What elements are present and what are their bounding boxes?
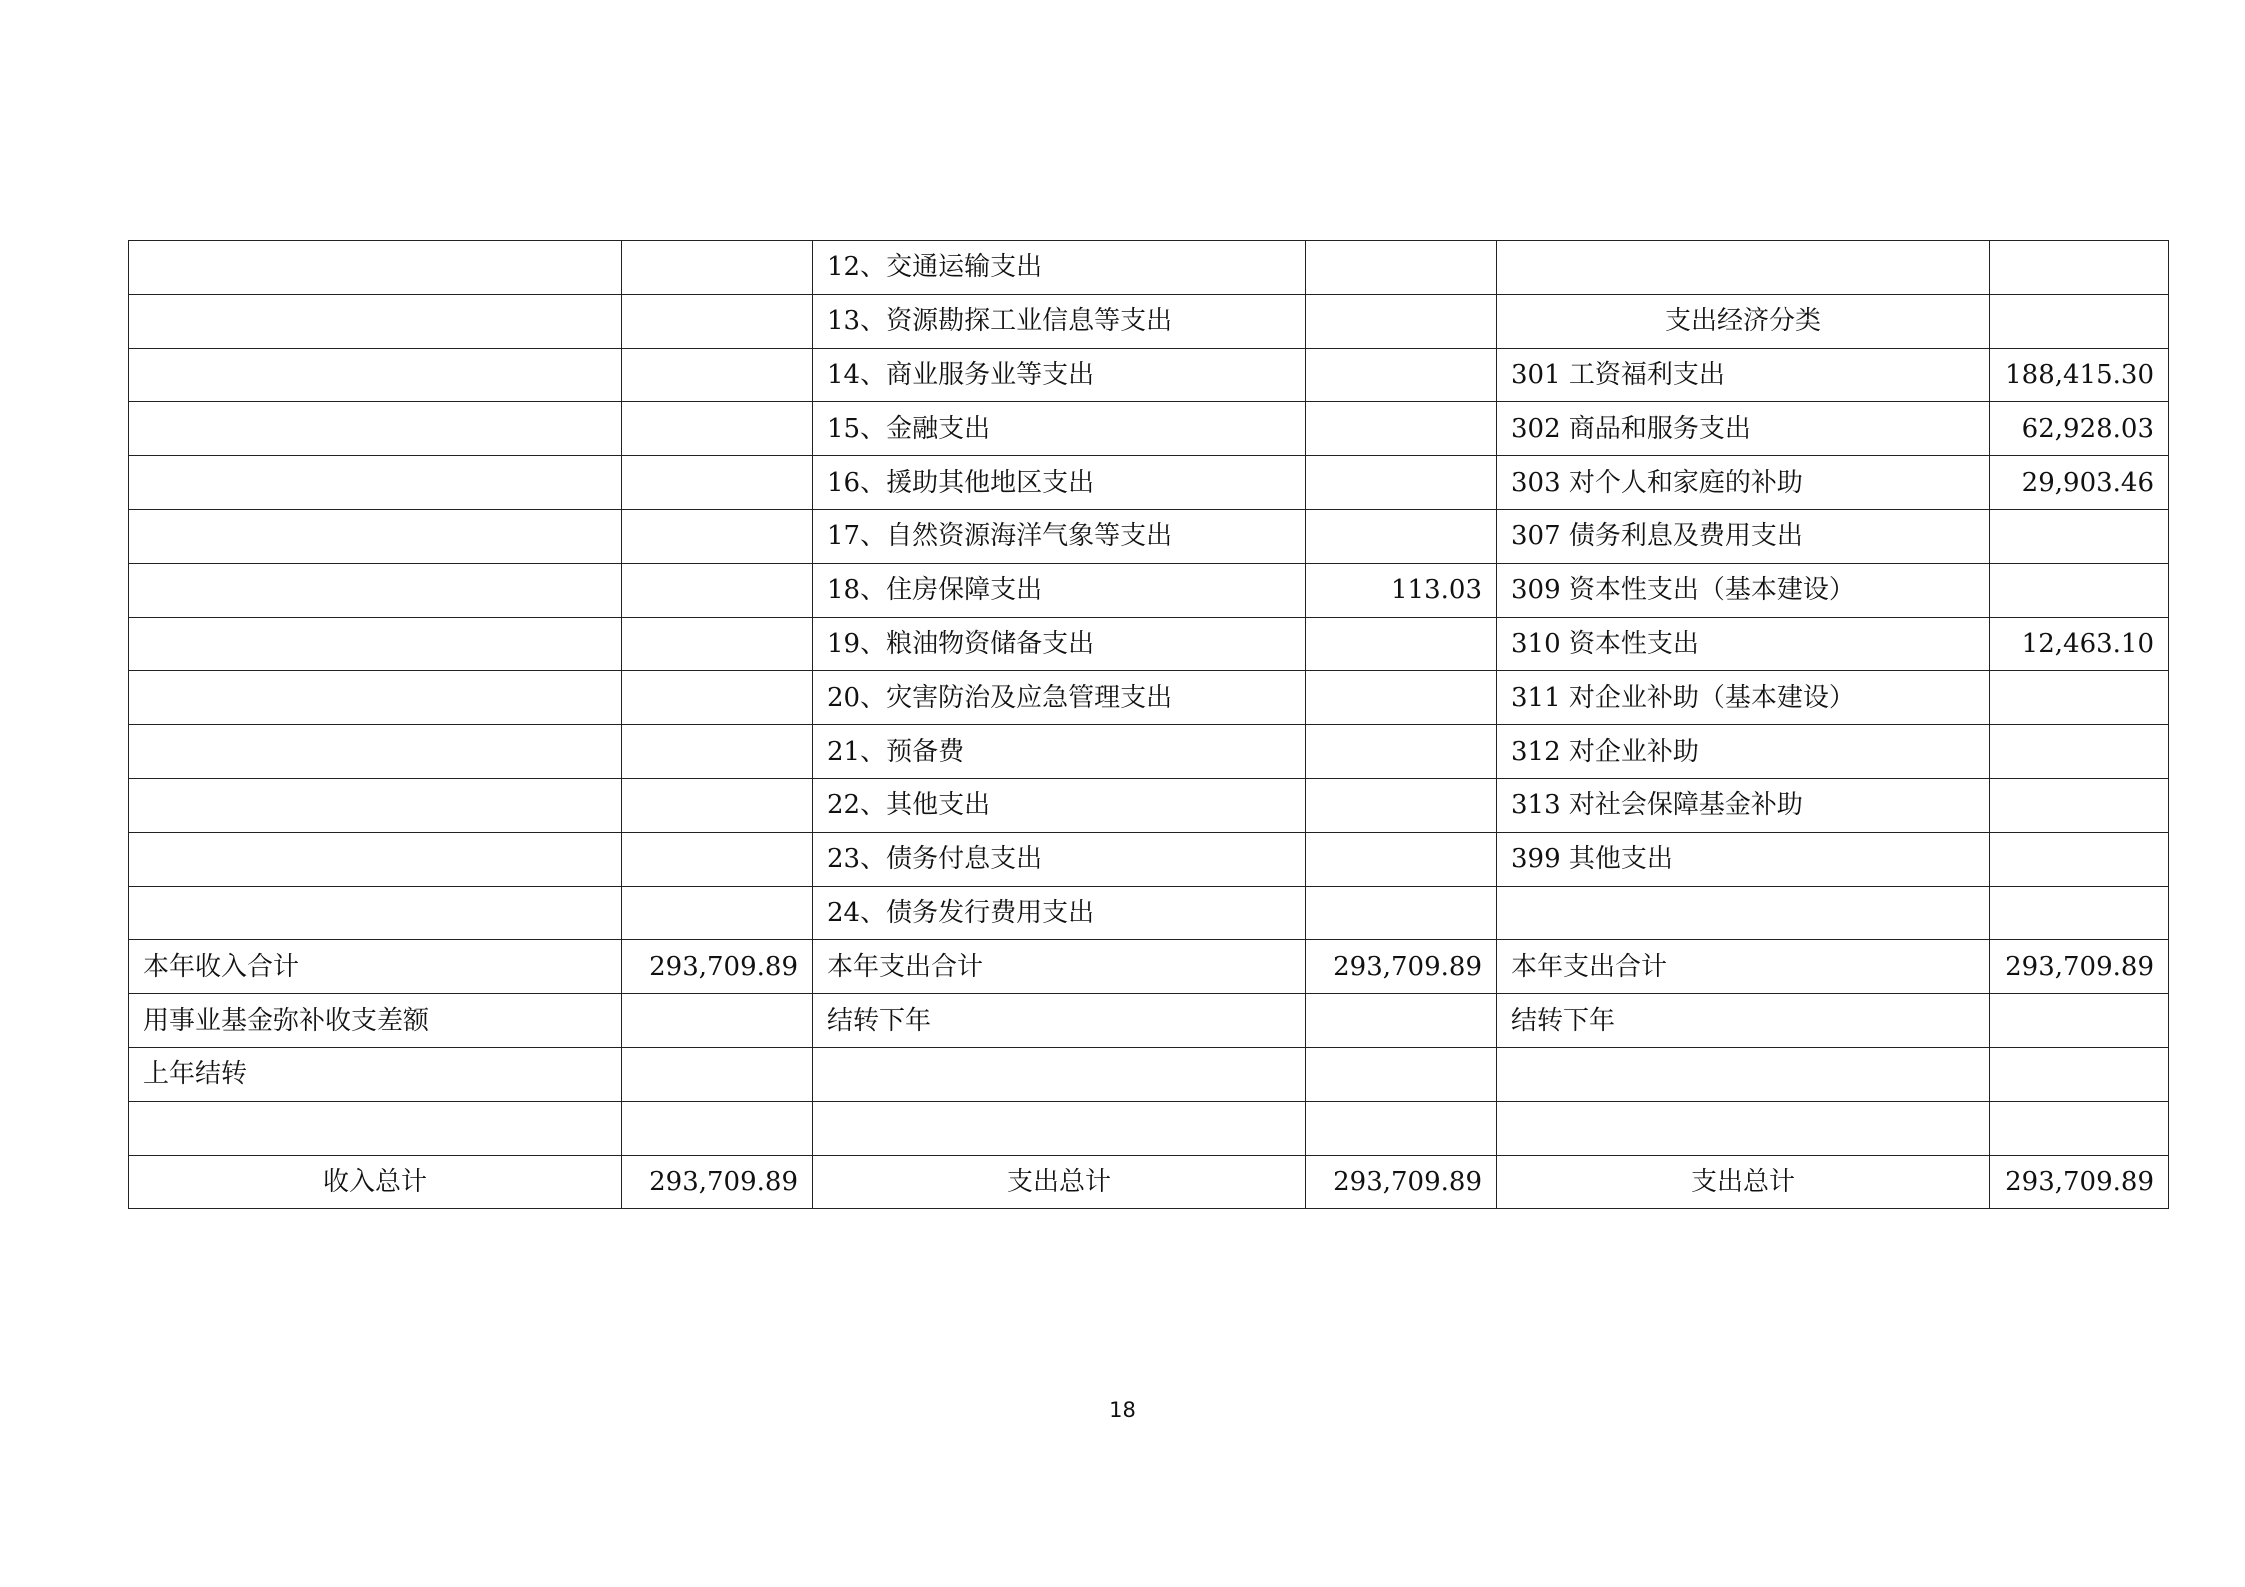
table-row [129,886,2169,940]
expense-function-cell: 16、援助其他地区支出 [813,456,1306,510]
expense-economic-cell: 309 资本性支出（基本建设） [1497,563,1990,617]
table-row [129,725,2169,779]
expense-function-amount-cell [1306,994,1497,1048]
budget-table-body [129,241,2169,1209]
expense-function-amount-cell [1306,456,1497,510]
budget-table [128,240,2169,1209]
expense-function-cell: 13、资源勘探工业信息等支出 [813,294,1306,348]
income-amount-cell [622,509,813,563]
income-amount-cell [622,348,813,402]
expense-economic-amount-cell [1990,509,2169,563]
income-item-cell [129,456,622,510]
expense-economic-cell [1497,1101,1990,1155]
income-item-cell [129,832,622,886]
expense-function-amount-cell [1306,402,1497,456]
income-item-cell [129,563,622,617]
table-row [129,832,2169,886]
expense-total-value: 293,709.89 [1306,940,1497,994]
economic-expense-total-label: 本年支出合计 [1497,940,1990,994]
expense-economic-cell: 302 商品和服务支出 [1497,402,1990,456]
expense-function-amount-cell: 113.03 [1306,563,1497,617]
expense-function-cell: 21、预备费 [813,725,1306,779]
table-row [129,1101,2169,1155]
table-row [129,563,2169,617]
expense-function-cell: 20、灾害防治及应急管理支出 [813,671,1306,725]
expense-economic-cell: 311 对企业补助（基本建设） [1497,671,1990,725]
expense-function-cell: 14、商业服务业等支出 [813,348,1306,402]
expense-function-amount-cell [1306,617,1497,671]
expense-economic-cell: 301 工资福利支出 [1497,348,1990,402]
income-amount-cell [622,671,813,725]
table-row [129,671,2169,725]
expense-economic-amount-cell: 29,903.46 [1990,456,2169,510]
income-amount-cell [622,241,813,295]
income-item-cell [129,1101,622,1155]
income-amount-cell [622,778,813,832]
table-row [129,617,2169,671]
income-item-cell [129,402,622,456]
table-row [129,402,2169,456]
expense-economic-amount-cell [1990,563,2169,617]
expense-economic-cell: 313 对社会保障基金补助 [1497,778,1990,832]
expense-function-cell: 12、交通运输支出 [813,241,1306,295]
expense-function-cell: 22、其他支出 [813,778,1306,832]
expense-function-cell: 19、粮油物资储备支出 [813,617,1306,671]
expense-economic-cell: 399 其他支出 [1497,832,1990,886]
expense-economic-amount-cell: 62,928.03 [1990,402,2169,456]
economic-classification-header: 支出经济分类 [1497,294,1990,348]
expense-economic-amount-cell [1990,725,2169,779]
table-row [129,348,2169,402]
table-row [129,994,2169,1048]
expense-total-label: 本年支出合计 [813,940,1306,994]
page-number: 18 [1109,1398,1136,1422]
economic-expense-grand-total-value: 293,709.89 [1990,1155,2169,1209]
expense-economic-amount-cell: 188,415.30 [1990,348,2169,402]
income-item-cell: 用事业基金弥补收支差额 [129,994,622,1048]
table-row [129,778,2169,832]
expense-function-amount-cell [1306,832,1497,886]
expense-economic-amount-cell [1990,994,2169,1048]
income-amount-cell [622,402,813,456]
expense-function-cell: 18、住房保障支出 [813,563,1306,617]
table-row-grand-total [129,1155,2169,1209]
expense-economic-amount-cell [1990,778,2169,832]
income-amount-cell [622,886,813,940]
expense-economic-cell [1497,1047,1990,1101]
expense-function-amount-cell [1306,241,1497,295]
income-amount-cell [622,994,813,1048]
table-row [129,456,2169,510]
table-row-current-year-total [129,940,2169,994]
expense-function-amount-cell [1306,294,1497,348]
expense-economic-cell: 结转下年 [1497,994,1990,1048]
income-grand-total-value: 293,709.89 [622,1155,813,1209]
expense-economic-amount-cell [1990,886,2169,940]
expense-economic-cell: 312 对企业补助 [1497,725,1990,779]
income-amount-cell [622,456,813,510]
expense-economic-amount-cell [1990,832,2169,886]
expense-function-amount-cell [1306,1101,1497,1155]
expense-economic-cell [1497,241,1990,295]
economic-expense-grand-total-label: 支出总计 [1497,1155,1990,1209]
expense-economic-cell: 303 对个人和家庭的补助 [1497,456,1990,510]
expense-function-cell: 17、自然资源海洋气象等支出 [813,509,1306,563]
table-row [129,509,2169,563]
table-row [129,1047,2169,1101]
income-item-cell [129,617,622,671]
expense-function-cell [813,1047,1306,1101]
income-amount-cell [622,1101,813,1155]
income-amount-cell [622,832,813,886]
income-item-cell [129,509,622,563]
expense-function-cell: 23、债务付息支出 [813,832,1306,886]
income-item-cell [129,241,622,295]
economic-expense-total-value: 293,709.89 [1990,940,2169,994]
table-row [129,294,2169,348]
income-amount-cell [622,617,813,671]
expense-function-cell [813,1101,1306,1155]
income-item-cell [129,886,622,940]
expense-economic-cell: 307 债务利息及费用支出 [1497,509,1990,563]
expense-economic-amount-cell [1990,1047,2169,1101]
expense-economic-amount-cell [1990,1101,2169,1155]
expense-function-amount-cell [1306,778,1497,832]
expense-function-amount-cell [1306,509,1497,563]
expense-economic-cell: 310 资本性支出 [1497,617,1990,671]
expense-economic-amount-cell: 12,463.10 [1990,617,2169,671]
expense-function-amount-cell [1306,671,1497,725]
table-row [129,241,2169,295]
expense-grand-total-label: 支出总计 [813,1155,1306,1209]
income-item-cell [129,294,622,348]
income-total-value: 293,709.89 [622,940,813,994]
income-item-cell: 上年结转 [129,1047,622,1101]
expense-function-amount-cell [1306,886,1497,940]
expense-economic-amount-cell [1990,294,2169,348]
income-item-cell [129,348,622,402]
income-item-cell [129,778,622,832]
expense-economic-cell [1497,886,1990,940]
income-item-cell [129,725,622,779]
income-amount-cell [622,1047,813,1101]
income-total-label: 本年收入合计 [129,940,622,994]
expense-economic-amount-cell [1990,671,2169,725]
expense-function-cell: 结转下年 [813,994,1306,1048]
income-amount-cell [622,294,813,348]
expense-function-cell: 24、债务发行费用支出 [813,886,1306,940]
income-amount-cell [622,563,813,617]
expense-grand-total-value: 293,709.89 [1306,1155,1497,1209]
expense-function-amount-cell [1306,725,1497,779]
income-grand-total-label: 收入总计 [129,1155,622,1209]
income-item-cell [129,671,622,725]
expense-economic-amount-cell [1990,241,2169,295]
expense-function-cell: 15、金融支出 [813,402,1306,456]
expense-function-amount-cell [1306,348,1497,402]
income-amount-cell [622,725,813,779]
expense-function-amount-cell [1306,1047,1497,1101]
